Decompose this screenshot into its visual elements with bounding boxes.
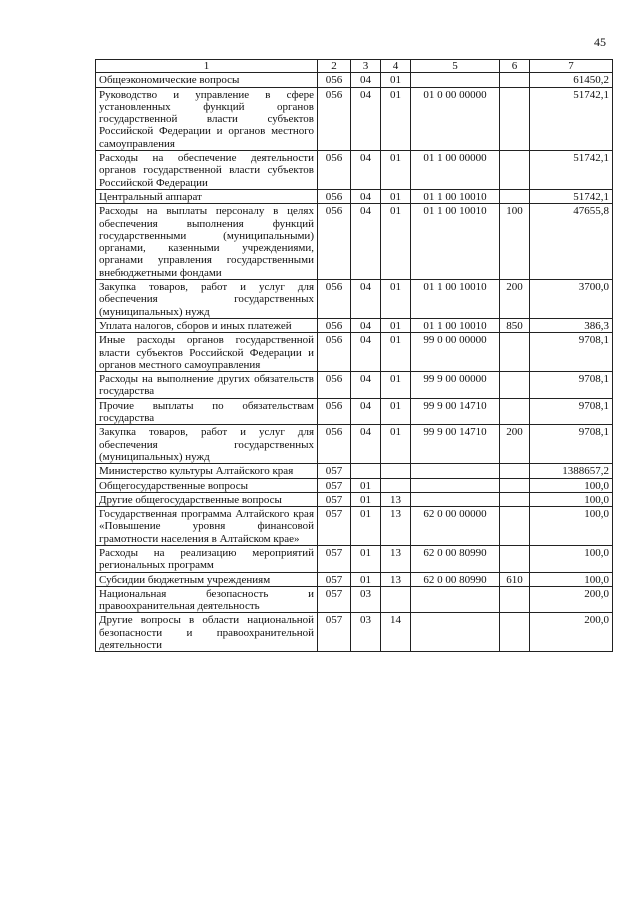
cell-target-article: 62 0 00 80990 — [411, 545, 500, 572]
table-row — [96, 73, 613, 87]
cell-amount: 51742,1 — [530, 87, 613, 150]
cell-target-article — [411, 73, 500, 87]
header-cell-6: 6 — [500, 60, 530, 73]
cell-description: Расходы на выплаты персоналу в целях обеспечения выполнения функций государственными (муниципальными) органами, казенными учреждениями, органами управления государственными внебюджетными фондами — [96, 204, 318, 280]
cell-amount: 47655,8 — [530, 204, 613, 280]
cell-amount: 51742,1 — [530, 189, 613, 203]
cell-target-article — [411, 478, 500, 492]
cell-description: Прочие выплаты по обязательствам государства — [96, 398, 318, 425]
cell-amount: 9708,1 — [530, 333, 613, 372]
cell-description: Закупка товаров, работ и услуг для обеспечения государственных (муниципальных) нужд — [96, 280, 318, 319]
cell-expense-type — [500, 492, 530, 506]
cell-target-article: 01 1 00 10010 — [411, 204, 500, 280]
cell-section: 04 — [351, 73, 381, 87]
cell-grbs: 056 — [318, 333, 351, 372]
cell-amount: 386,3 — [530, 318, 613, 332]
cell-grbs: 057 — [318, 545, 351, 572]
cell-section: 01 — [351, 507, 381, 546]
cell-expense-type — [500, 398, 530, 425]
cell-grbs: 056 — [318, 425, 351, 464]
cell-grbs: 056 — [318, 372, 351, 399]
cell-expense-type — [500, 189, 530, 203]
cell-subsection: 13 — [381, 572, 411, 586]
cell-description: Иные расходы органов государственной власти субъектов Российской Федерации и органов местного самоуправления — [96, 333, 318, 372]
cell-description: Расходы на обеспечение деятельности органов государственной власти субъектов Российской Федерации — [96, 151, 318, 190]
cell-section: 04 — [351, 151, 381, 190]
table-row — [96, 87, 613, 150]
cell-expense-type — [500, 372, 530, 399]
cell-section: 04 — [351, 280, 381, 319]
cell-description: Расходы на реализацию мероприятий региональных программ — [96, 545, 318, 572]
cell-subsection: 13 — [381, 492, 411, 506]
cell-target-article: 62 0 00 80990 — [411, 572, 500, 586]
header-cell-1: 1 — [96, 60, 318, 73]
cell-expense-type: 200 — [500, 280, 530, 319]
cell-section: 03 — [351, 586, 381, 613]
table-row — [96, 545, 613, 572]
cell-grbs: 057 — [318, 572, 351, 586]
cell-amount: 9708,1 — [530, 372, 613, 399]
cell-description: Центральный аппарат — [96, 189, 318, 203]
cell-subsection — [381, 464, 411, 478]
cell-amount: 1388657,2 — [530, 464, 613, 478]
cell-expense-type — [500, 73, 530, 87]
cell-grbs: 057 — [318, 586, 351, 613]
cell-amount: 200,0 — [530, 586, 613, 613]
cell-description: Другие вопросы в области национальной безопасности и правоохранительной деятельности — [96, 613, 318, 652]
cell-subsection: 01 — [381, 425, 411, 464]
cell-grbs: 056 — [318, 73, 351, 87]
cell-description: Государственная программа Алтайского края «Повышение уровня финансовой грамотности населения в Алтайском крае» — [96, 507, 318, 546]
cell-section — [351, 464, 381, 478]
table-row — [96, 464, 613, 478]
cell-target-article: 01 0 00 00000 — [411, 87, 500, 150]
cell-target-article: 99 0 00 00000 — [411, 333, 500, 372]
cell-description: Общеэкономические вопросы — [96, 73, 318, 87]
cell-subsection: 01 — [381, 280, 411, 319]
cell-subsection: 13 — [381, 507, 411, 546]
cell-grbs: 056 — [318, 151, 351, 190]
cell-amount: 100,0 — [530, 478, 613, 492]
cell-amount: 100,0 — [530, 507, 613, 546]
table-row — [96, 613, 613, 652]
cell-subsection — [381, 586, 411, 613]
cell-target-article: 99 9 00 14710 — [411, 398, 500, 425]
cell-amount: 9708,1 — [530, 425, 613, 464]
cell-target-article — [411, 613, 500, 652]
cell-amount: 100,0 — [530, 572, 613, 586]
header-cell-2: 2 — [318, 60, 351, 73]
table-header-row — [96, 60, 613, 73]
cell-subsection: 01 — [381, 73, 411, 87]
cell-amount: 100,0 — [530, 545, 613, 572]
table-row — [96, 189, 613, 203]
table-row — [96, 572, 613, 586]
cell-grbs: 056 — [318, 398, 351, 425]
cell-expense-type: 200 — [500, 425, 530, 464]
cell-section: 04 — [351, 425, 381, 464]
cell-expense-type: 100 — [500, 204, 530, 280]
cell-expense-type — [500, 545, 530, 572]
cell-description: Министерство культуры Алтайского края — [96, 464, 318, 478]
header-cell-7: 7 — [530, 60, 613, 73]
header-cell-5: 5 — [411, 60, 500, 73]
cell-section: 04 — [351, 333, 381, 372]
cell-expense-type — [500, 478, 530, 492]
cell-target-article — [411, 492, 500, 506]
cell-grbs: 057 — [318, 613, 351, 652]
table-row — [96, 586, 613, 613]
cell-description: Общегосударственные вопросы — [96, 478, 318, 492]
cell-amount: 200,0 — [530, 613, 613, 652]
table-row — [96, 204, 613, 280]
page-number: 45 — [594, 35, 606, 49]
cell-amount: 9708,1 — [530, 398, 613, 425]
cell-expense-type — [500, 464, 530, 478]
cell-target-article: 99 9 00 00000 — [411, 372, 500, 399]
cell-description: Уплата налогов, сборов и иных платежей — [96, 318, 318, 332]
cell-target-article: 99 9 00 14710 — [411, 425, 500, 464]
cell-expense-type: 850 — [500, 318, 530, 332]
cell-description: Другие общегосударственные вопросы — [96, 492, 318, 506]
cell-subsection — [381, 478, 411, 492]
table-row — [96, 318, 613, 332]
table-row — [96, 398, 613, 425]
cell-subsection: 01 — [381, 398, 411, 425]
cell-subsection: 01 — [381, 318, 411, 332]
cell-amount: 100,0 — [530, 492, 613, 506]
cell-target-article: 01 1 00 10010 — [411, 280, 500, 319]
cell-expense-type — [500, 333, 530, 372]
cell-target-article: 01 1 00 00000 — [411, 151, 500, 190]
cell-target-article — [411, 586, 500, 613]
cell-description: Субсидии бюджетным учреждениям — [96, 572, 318, 586]
header-cell-3: 3 — [351, 60, 381, 73]
cell-amount: 61450,2 — [530, 73, 613, 87]
cell-grbs: 057 — [318, 507, 351, 546]
cell-grbs: 056 — [318, 189, 351, 203]
table-row — [96, 372, 613, 399]
cell-section: 04 — [351, 204, 381, 280]
cell-subsection: 01 — [381, 151, 411, 190]
cell-section: 01 — [351, 545, 381, 572]
cell-target-article: 01 1 00 10010 — [411, 318, 500, 332]
cell-target-article: 01 1 00 10010 — [411, 189, 500, 203]
cell-grbs: 056 — [318, 87, 351, 150]
cell-target-article — [411, 464, 500, 478]
cell-description: Закупка товаров, работ и услуг для обеспечения государственных (муниципальных) нужд — [96, 425, 318, 464]
table-row — [96, 478, 613, 492]
header-cell-4: 4 — [381, 60, 411, 73]
cell-expense-type — [500, 613, 530, 652]
cell-section: 04 — [351, 87, 381, 150]
cell-subsection: 01 — [381, 204, 411, 280]
budget-table — [95, 59, 613, 652]
table-row — [96, 280, 613, 319]
cell-target-article: 62 0 00 00000 — [411, 507, 500, 546]
cell-section: 01 — [351, 492, 381, 506]
cell-expense-type — [500, 586, 530, 613]
cell-subsection: 01 — [381, 372, 411, 399]
table-row — [96, 425, 613, 464]
cell-section: 03 — [351, 613, 381, 652]
cell-subsection: 13 — [381, 545, 411, 572]
cell-section: 04 — [351, 318, 381, 332]
cell-expense-type — [500, 507, 530, 546]
cell-description: Расходы на выполнение других обязательств государства — [96, 372, 318, 399]
cell-description: Национальная безопасность и правоохранительная деятельность — [96, 586, 318, 613]
table-row — [96, 507, 613, 546]
cell-section: 04 — [351, 372, 381, 399]
cell-grbs: 057 — [318, 478, 351, 492]
cell-section: 01 — [351, 478, 381, 492]
cell-expense-type — [500, 87, 530, 150]
cell-grbs: 057 — [318, 464, 351, 478]
cell-section: 04 — [351, 398, 381, 425]
cell-section: 04 — [351, 189, 381, 203]
cell-section: 01 — [351, 572, 381, 586]
cell-subsection: 01 — [381, 333, 411, 372]
cell-grbs: 056 — [318, 204, 351, 280]
cell-subsection: 01 — [381, 189, 411, 203]
cell-expense-type: 610 — [500, 572, 530, 586]
cell-amount: 3700,0 — [530, 280, 613, 319]
cell-grbs: 056 — [318, 318, 351, 332]
table-body — [96, 60, 613, 652]
cell-subsection: 14 — [381, 613, 411, 652]
table-row — [96, 333, 613, 372]
cell-expense-type — [500, 151, 530, 190]
cell-amount: 51742,1 — [530, 151, 613, 190]
cell-description: Руководство и управление в сфере установленных функций органов государственной власти субъектов Российской Федерации и органов местного самоуправления — [96, 87, 318, 150]
cell-grbs: 057 — [318, 492, 351, 506]
cell-grbs: 056 — [318, 280, 351, 319]
table-row — [96, 151, 613, 190]
cell-subsection: 01 — [381, 87, 411, 150]
table-row — [96, 492, 613, 506]
